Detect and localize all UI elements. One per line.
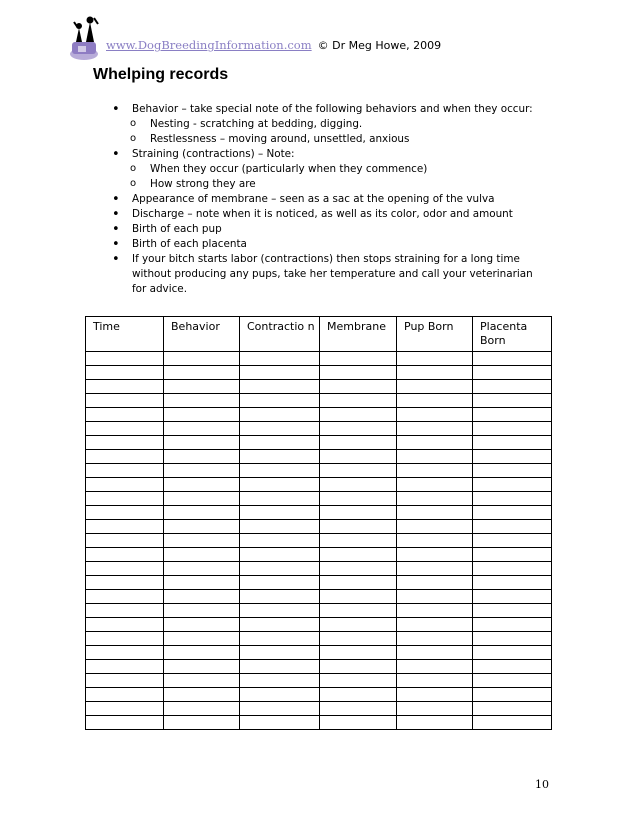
hollow-circle-icon: o	[130, 133, 137, 144]
table-cell[interactable]	[397, 716, 473, 730]
table-cell[interactable]	[164, 408, 240, 422]
table-cell[interactable]	[86, 464, 164, 478]
table-cell[interactable]	[473, 618, 552, 632]
table-cell[interactable]	[473, 674, 552, 688]
table-row	[86, 534, 552, 548]
bullet-icon: •	[112, 192, 120, 207]
table-cell[interactable]	[397, 352, 473, 366]
table-cell[interactable]	[164, 590, 240, 604]
table-cell[interactable]	[473, 646, 552, 660]
table-cell[interactable]	[240, 660, 320, 674]
bullet-icon: •	[112, 207, 120, 222]
column-header-placenta-born: Placenta Born	[473, 317, 552, 352]
table-cell[interactable]	[397, 604, 473, 618]
table-cell[interactable]	[397, 590, 473, 604]
table-cell[interactable]	[240, 464, 320, 478]
bullet-text: Birth of each pup	[132, 223, 222, 235]
table-row	[86, 366, 552, 380]
table-cell[interactable]	[473, 394, 552, 408]
table-cell[interactable]	[86, 590, 164, 604]
table-cell[interactable]	[86, 352, 164, 366]
table-cell[interactable]	[86, 534, 164, 548]
table-cell[interactable]	[164, 618, 240, 632]
table-cell[interactable]	[473, 534, 552, 548]
table-cell[interactable]	[397, 576, 473, 590]
column-header-time: Time	[86, 317, 164, 352]
bullet-icon: •	[112, 222, 120, 237]
table-cell[interactable]	[320, 380, 397, 394]
sub-bullet-item	[112, 177, 542, 192]
table-cell[interactable]	[397, 632, 473, 646]
table-cell[interactable]	[397, 660, 473, 674]
table-row	[86, 632, 552, 646]
table-cell[interactable]	[86, 702, 164, 716]
bullet-text: Appearance of membrane – seen as a sac at the opening of the vulva	[132, 193, 495, 205]
table-cell[interactable]	[397, 520, 473, 534]
table-cell[interactable]	[86, 576, 164, 590]
table-cell[interactable]	[164, 660, 240, 674]
table-cell[interactable]	[240, 492, 320, 506]
sub-bullet-text: Restlessness – moving around, unsettled, anxious	[150, 133, 410, 145]
table-cell[interactable]	[164, 674, 240, 688]
table-row	[86, 506, 552, 520]
table-cell[interactable]	[240, 436, 320, 450]
table-row	[86, 688, 552, 702]
column-header-contraction: Contractio n	[240, 317, 320, 352]
table-cell[interactable]	[86, 506, 164, 520]
table-cell[interactable]	[397, 688, 473, 702]
table-cell[interactable]	[164, 534, 240, 548]
table-cell[interactable]	[397, 478, 473, 492]
table-cell[interactable]	[320, 478, 397, 492]
table-cell[interactable]	[397, 548, 473, 562]
table-cell[interactable]	[164, 366, 240, 380]
table-cell[interactable]	[397, 450, 473, 464]
hollow-circle-icon: o	[130, 178, 137, 189]
table-cell[interactable]	[240, 604, 320, 618]
table-body	[86, 352, 552, 730]
table-cell[interactable]	[473, 688, 552, 702]
table-cell[interactable]	[320, 520, 397, 534]
table-cell[interactable]	[240, 506, 320, 520]
table-cell[interactable]	[320, 506, 397, 520]
bullet-icon: •	[112, 102, 120, 117]
table-cell[interactable]	[86, 520, 164, 534]
table-cell[interactable]	[320, 604, 397, 618]
table-cell[interactable]	[164, 702, 240, 716]
table-cell[interactable]	[320, 548, 397, 562]
table-cell[interactable]	[397, 562, 473, 576]
table-row	[86, 604, 552, 618]
table-cell[interactable]	[473, 604, 552, 618]
hollow-circle-icon: o	[130, 118, 137, 129]
table-cell[interactable]	[473, 464, 552, 478]
table-cell[interactable]	[86, 408, 164, 422]
table-cell[interactable]	[473, 576, 552, 590]
sub-bullet-item	[112, 132, 542, 147]
table-cell[interactable]	[320, 702, 397, 716]
table-cell[interactable]	[86, 380, 164, 394]
site-link[interactable]: www.DogBreedingInformation.com	[106, 38, 312, 52]
table-row	[86, 352, 552, 366]
bullet-text: Behavior – take special note of the following behaviors and when they occur:	[132, 103, 533, 115]
table-cell[interactable]	[240, 450, 320, 464]
table-cell[interactable]	[320, 618, 397, 632]
table-cell[interactable]	[240, 548, 320, 562]
column-header-pup-born: Pup Born	[397, 317, 473, 352]
table-cell[interactable]	[320, 366, 397, 380]
table-cell[interactable]	[240, 408, 320, 422]
table-cell[interactable]	[240, 576, 320, 590]
table-cell[interactable]	[164, 506, 240, 520]
table-cell[interactable]	[86, 604, 164, 618]
table-cell[interactable]	[86, 660, 164, 674]
table-row	[86, 450, 552, 464]
bullet-item	[112, 102, 542, 117]
table-cell[interactable]	[320, 394, 397, 408]
table-cell[interactable]	[320, 492, 397, 506]
table-cell[interactable]	[320, 646, 397, 660]
bullet-icon: •	[112, 147, 120, 162]
table-cell[interactable]	[164, 688, 240, 702]
table-row	[86, 674, 552, 688]
table-cell[interactable]	[86, 562, 164, 576]
table-row	[86, 716, 552, 730]
table-cell[interactable]	[86, 366, 164, 380]
table-cell[interactable]	[164, 576, 240, 590]
bullet-text: Birth of each placenta	[132, 238, 247, 250]
table-row	[86, 660, 552, 674]
table-cell[interactable]	[240, 352, 320, 366]
dog-breeding-logo-icon	[64, 16, 108, 62]
table-cell[interactable]	[397, 506, 473, 520]
instruction-list	[112, 102, 542, 297]
table-cell[interactable]	[397, 646, 473, 660]
table-cell[interactable]	[240, 632, 320, 646]
table-cell[interactable]	[473, 450, 552, 464]
table-cell[interactable]	[240, 590, 320, 604]
table-cell[interactable]	[320, 688, 397, 702]
table-cell[interactable]	[473, 632, 552, 646]
table-header-row	[86, 317, 552, 352]
table-cell[interactable]	[397, 674, 473, 688]
table-cell[interactable]	[397, 618, 473, 632]
table-cell[interactable]	[240, 380, 320, 394]
whelping-records-table	[85, 316, 552, 730]
table-cell[interactable]	[473, 492, 552, 506]
table-cell[interactable]	[240, 534, 320, 548]
table-cell[interactable]	[86, 646, 164, 660]
table-cell[interactable]	[473, 366, 552, 380]
table-cell[interactable]	[240, 646, 320, 660]
table-row	[86, 394, 552, 408]
table-cell[interactable]	[164, 548, 240, 562]
table-cell[interactable]	[320, 674, 397, 688]
sub-bullet-text: How strong they are	[150, 178, 256, 190]
table-cell[interactable]	[240, 674, 320, 688]
table-cell[interactable]	[164, 464, 240, 478]
sub-bullet-text: Nesting - scratching at bedding, digging.	[150, 118, 363, 130]
table-cell[interactable]	[320, 660, 397, 674]
table-row	[86, 702, 552, 716]
table-cell[interactable]	[473, 590, 552, 604]
column-header-behavior: Behavior	[164, 317, 240, 352]
table-cell[interactable]	[240, 688, 320, 702]
bullet-item	[112, 147, 542, 162]
table-row	[86, 548, 552, 562]
table-cell[interactable]	[320, 716, 397, 730]
table-cell[interactable]	[86, 716, 164, 730]
table-cell[interactable]	[320, 590, 397, 604]
bullet-item	[112, 192, 542, 207]
table-cell[interactable]	[473, 562, 552, 576]
page-number: 10	[535, 778, 549, 791]
table-cell[interactable]	[240, 394, 320, 408]
sub-bullet-item	[112, 162, 542, 177]
table-cell[interactable]	[473, 380, 552, 394]
table-cell[interactable]	[86, 688, 164, 702]
table-cell[interactable]	[164, 450, 240, 464]
table-row	[86, 464, 552, 478]
table-cell[interactable]	[397, 366, 473, 380]
table-cell[interactable]	[164, 562, 240, 576]
table-cell[interactable]	[164, 492, 240, 506]
table-row	[86, 520, 552, 534]
table-cell[interactable]	[240, 478, 320, 492]
bullet-item	[112, 222, 542, 237]
table-cell[interactable]	[240, 618, 320, 632]
table-cell[interactable]	[164, 604, 240, 618]
table-row	[86, 422, 552, 436]
table-cell[interactable]	[86, 632, 164, 646]
table-row	[86, 436, 552, 450]
table-cell[interactable]	[86, 450, 164, 464]
table-row	[86, 408, 552, 422]
bullet-icon: •	[112, 252, 120, 267]
table-cell[interactable]	[397, 408, 473, 422]
table-cell[interactable]	[164, 478, 240, 492]
table-cell[interactable]	[397, 394, 473, 408]
table-row	[86, 590, 552, 604]
table-cell[interactable]	[86, 478, 164, 492]
table-row	[86, 576, 552, 590]
table-cell[interactable]	[86, 422, 164, 436]
table-cell[interactable]	[164, 422, 240, 436]
table-cell[interactable]	[164, 394, 240, 408]
table-cell[interactable]	[320, 464, 397, 478]
table-cell[interactable]	[86, 618, 164, 632]
table-cell[interactable]	[320, 632, 397, 646]
table-cell[interactable]	[473, 436, 552, 450]
table-cell[interactable]	[320, 576, 397, 590]
table-cell[interactable]	[397, 380, 473, 394]
hollow-circle-icon: o	[130, 163, 137, 174]
table-cell[interactable]	[86, 674, 164, 688]
table-row	[86, 380, 552, 394]
table-cell[interactable]	[164, 520, 240, 534]
table-cell[interactable]	[320, 408, 397, 422]
table-cell[interactable]	[397, 464, 473, 478]
sub-bullet-item	[112, 117, 542, 132]
table-cell[interactable]	[86, 548, 164, 562]
table-cell[interactable]	[397, 422, 473, 436]
table-cell[interactable]	[86, 394, 164, 408]
table-cell[interactable]	[473, 548, 552, 562]
table-cell[interactable]	[320, 562, 397, 576]
bullet-item	[112, 252, 542, 297]
table-cell[interactable]	[473, 506, 552, 520]
table-cell[interactable]	[86, 436, 164, 450]
column-header-membrane: Membrane	[320, 317, 397, 352]
table-cell[interactable]	[473, 352, 552, 366]
table-cell[interactable]	[320, 534, 397, 548]
copyright-text: © Dr Meg Howe, 2009	[317, 39, 442, 52]
table-cell[interactable]	[473, 478, 552, 492]
table-cell[interactable]	[473, 702, 552, 716]
table-cell[interactable]	[320, 450, 397, 464]
table-cell[interactable]	[164, 436, 240, 450]
table-cell[interactable]	[473, 422, 552, 436]
page-title: Whelping records	[93, 66, 229, 83]
table-cell[interactable]	[320, 352, 397, 366]
table-cell[interactable]	[240, 716, 320, 730]
bullet-icon: •	[112, 237, 120, 252]
table-cell[interactable]	[240, 422, 320, 436]
bullet-item	[112, 207, 542, 222]
bullet-text: Straining (contractions) – Note:	[132, 148, 295, 160]
table-cell[interactable]	[164, 380, 240, 394]
table-row	[86, 492, 552, 506]
table-cell[interactable]	[240, 562, 320, 576]
table-row	[86, 646, 552, 660]
table-row	[86, 562, 552, 576]
table-cell[interactable]	[164, 352, 240, 366]
table-cell[interactable]	[397, 492, 473, 506]
bullet-text: If your bitch starts labor (contractions) then stops straining for a long time without producing any pups, take her temperature and call your veterinarian for advice.	[132, 253, 533, 295]
sub-bullet-text: When they occur (particularly when they commence)	[150, 163, 428, 175]
table-row	[86, 478, 552, 492]
table-cell[interactable]	[397, 534, 473, 548]
table-cell[interactable]	[164, 716, 240, 730]
table-cell[interactable]	[240, 366, 320, 380]
table-cell[interactable]	[473, 520, 552, 534]
table-row	[86, 618, 552, 632]
table-cell[interactable]	[397, 702, 473, 716]
table-cell[interactable]	[240, 702, 320, 716]
table-cell[interactable]	[473, 660, 552, 674]
table-cell[interactable]	[473, 408, 552, 422]
table-cell[interactable]	[473, 716, 552, 730]
bullet-text: Discharge – note when it is noticed, as well as its color, odor and amount	[132, 208, 513, 220]
table-cell[interactable]	[320, 422, 397, 436]
bullet-item	[112, 237, 542, 252]
table-cell[interactable]	[164, 646, 240, 660]
table-cell[interactable]	[164, 632, 240, 646]
table-cell[interactable]	[86, 492, 164, 506]
table-cell[interactable]	[320, 436, 397, 450]
table-cell[interactable]	[240, 520, 320, 534]
table-cell[interactable]	[397, 436, 473, 450]
